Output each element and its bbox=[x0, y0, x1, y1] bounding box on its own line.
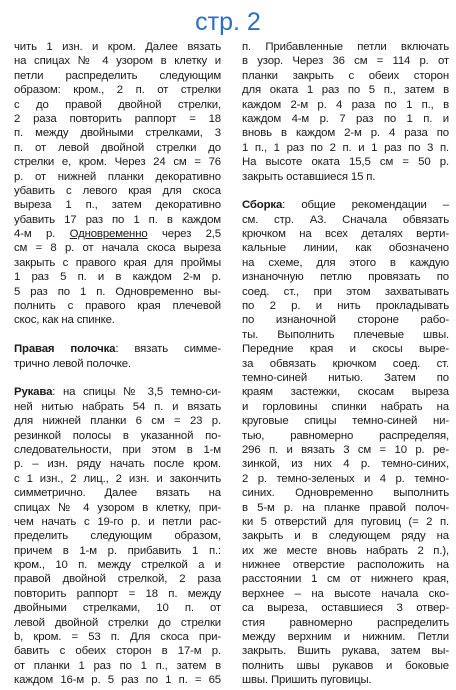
text-line: расстоянии 1 см от нижнего края, bbox=[242, 573, 449, 586]
text-line: каждом 4-м р. 7 раз по 1 п. и bbox=[242, 112, 449, 125]
text-line: швы. Пришить пуговицы. bbox=[242, 674, 372, 687]
text-line: кром., 10 п. между стрелкой a и bbox=[14, 559, 221, 572]
page-title: стр. 2 bbox=[195, 8, 261, 36]
text-fragment: : вязать симме- bbox=[115, 343, 221, 356]
text-line: ки 5 отверстий для пуговиц (= 2 п. bbox=[242, 515, 449, 528]
text-line: 2 раза повторить раппорт = 18 bbox=[14, 112, 221, 125]
text-line: 296 п. и вязать 3 см = 10 р. ре- bbox=[242, 443, 449, 456]
text-line: тью, равномерно распределяя, bbox=[242, 429, 449, 442]
text-line: по 2 р. и нить прокладывать bbox=[242, 300, 449, 313]
text-line: чем начать с 19-го р. и петли рас- bbox=[14, 515, 221, 528]
text-line: полнить швы рукавов и боковые bbox=[242, 659, 449, 672]
text-line: в 5-м р. на планке правой полоч- bbox=[242, 501, 449, 514]
text-fragment: 4-м р. bbox=[14, 228, 70, 241]
text-line: п. Прибавленные петли включать bbox=[242, 41, 449, 53]
text-line: для нижней планки 6 см = 23 р. bbox=[14, 415, 221, 428]
text-fragment: через 2,5 bbox=[147, 228, 221, 241]
sleeves-continued-paragraph bbox=[242, 40, 449, 184]
text-line: причем в 1-м р. прибавить 1 п.: bbox=[14, 544, 221, 557]
paragraph-gap bbox=[242, 184, 449, 198]
text-line: по изнаночной стороне рабо- bbox=[242, 314, 449, 327]
text-line: симметрично. Далее вязать на bbox=[14, 487, 221, 500]
text-line: планки закрыть с обеих сторон bbox=[242, 69, 449, 82]
text-line bbox=[242, 198, 449, 212]
text-line: 2 р. темно-зеленых и 4 р. темно- bbox=[242, 472, 449, 485]
text-line: от планки 1 раз по 1 п., затем в bbox=[14, 659, 221, 672]
text-line: двойными стрелками, 10 п. от bbox=[14, 602, 221, 615]
text-line: соед. ст., при этом захватывать bbox=[242, 285, 449, 298]
text-line: см. стр. А3. Сначала обвязать bbox=[242, 213, 449, 226]
paragraph-gap bbox=[14, 328, 221, 342]
text-line: нижнее отверстие расположить на bbox=[242, 559, 449, 572]
text-line: закрыть и в следующем ряду на bbox=[242, 530, 449, 543]
left-intro-paragraph bbox=[14, 40, 221, 227]
paragraph-gap bbox=[14, 371, 221, 385]
section-heading-right-front: Правая полочка bbox=[14, 343, 116, 356]
text-line bbox=[14, 342, 221, 356]
text-line: спицах № 4 узором в клетку, при- bbox=[14, 501, 221, 514]
section-heading-sleeves: Рукава bbox=[14, 386, 53, 399]
text-line: петли распределить следующим bbox=[14, 69, 221, 82]
text-line: левой двойной стрелки до стрелки bbox=[14, 616, 221, 629]
left-intro-tail bbox=[14, 241, 221, 327]
text-line: ней нитью набрать 54 п. и вязать bbox=[14, 400, 221, 413]
section-heading-assembly: Сборка bbox=[242, 199, 283, 212]
text-line: чить 1 изн. и кром. Далее вязать bbox=[14, 41, 221, 53]
text-line: образом: кром., 2 п. от стрелки bbox=[14, 84, 221, 97]
text-line: их же месте вновь набрать 2 п.), bbox=[242, 544, 449, 557]
text-line: правой двойной стрелкой, 2 раза bbox=[14, 573, 221, 586]
text-line: b, кром. = 53 п. Для скоса при- bbox=[14, 631, 221, 644]
text-line: ты. Выполнить плечевые швы. bbox=[242, 328, 449, 341]
left-column bbox=[14, 40, 221, 688]
text-line: стрелки e, кром. Через 24 см = 76 bbox=[14, 156, 221, 169]
text-line: Передние края и скосы выре- bbox=[242, 343, 449, 356]
text-line: крючком на всех деталях верти- bbox=[242, 228, 449, 241]
text-line: с до правой двойной стрелки, bbox=[14, 98, 221, 111]
text-line: на схеме, для этого в каждую bbox=[242, 256, 449, 269]
text-line: для оката 1 раз по 5 п., затем в bbox=[242, 84, 449, 97]
text-line: круговые спицы темно-синей ни- bbox=[242, 415, 449, 428]
text-line: синих. Одновременно выполнить bbox=[242, 487, 449, 500]
text-line: п. между двойными стрелками, 3 bbox=[14, 127, 221, 140]
text-line: трично левой полочке. bbox=[14, 357, 131, 370]
text-line: полнить с правого края плечевой bbox=[14, 300, 221, 313]
text-line: На высоте оката 15,5 см = 50 р. bbox=[242, 156, 449, 169]
text-line: закрыть оставшиеся 15 п. bbox=[242, 170, 376, 183]
text-line: стия равномерно распределить bbox=[242, 616, 449, 629]
assembly-paragraph bbox=[242, 213, 449, 688]
text-line: следовательности, при этом в 1-м bbox=[14, 443, 221, 456]
text-line: каждом 2-м р. 4 раза по 1 п., в bbox=[242, 98, 449, 111]
text-line: см = 8 р. от начала скоса выреза bbox=[14, 242, 221, 255]
text-line: са выреза, оставшиеся 3 отвер- bbox=[242, 602, 449, 615]
text-line: 1 п., 1 раз по 2 п. и 1 раз по 3 п. bbox=[242, 141, 449, 154]
text-line: скос, как на спинке. bbox=[14, 314, 115, 327]
text-line: убавить 17 раз по 1 п. в каждом bbox=[14, 213, 221, 226]
text-line: 1 раз 5 п. и в каждом 2-м р. bbox=[14, 271, 221, 284]
text-line: п. от левой двойной стрелки до bbox=[14, 141, 221, 154]
text-line: повторить раппорт = 18 п. между bbox=[14, 587, 221, 600]
text-line: закрыть. Вшить рукава, затем вы- bbox=[242, 645, 449, 658]
text-fragment: : на спицы № 3,5 темно-си- bbox=[52, 386, 221, 399]
underlined-keyword: Одновременно bbox=[69, 228, 148, 241]
sleeves-paragraph bbox=[14, 400, 221, 688]
text-line: зинкой, из них 4 р. темно-синих, bbox=[242, 458, 449, 471]
text-line: убавить с левого края для скоса bbox=[14, 184, 221, 197]
text-line: между верхним и нижним. Петли bbox=[242, 631, 449, 644]
text-line: в узор. Через 36 см = 114 р. от bbox=[242, 55, 449, 68]
text-line: за обвязать крючком соед. ст. bbox=[242, 357, 449, 370]
text-line: на спицах № 4 узором в клетку и bbox=[14, 55, 221, 68]
text-line bbox=[14, 227, 221, 241]
text-line: 5 раз по 1 п. Одновременно вы- bbox=[14, 285, 221, 298]
text-fragment: : общие рекомендации – bbox=[282, 199, 449, 212]
text-line: пределить следующим образом, bbox=[14, 530, 221, 543]
text-line: изнаночную петлю провязать по bbox=[242, 271, 449, 284]
text-line bbox=[14, 385, 221, 399]
text-line: кальные линии, как обозначено bbox=[242, 242, 449, 255]
text-line: бавить с обеих сторон в 17-м р. bbox=[14, 645, 221, 658]
text-line: закрыть с правого края для проймы bbox=[14, 256, 221, 269]
text-line: резинкой полосы в указанной по- bbox=[14, 429, 221, 442]
text-line: р. – изн. ряду начать после кром. bbox=[14, 458, 221, 471]
text-line: с 1 изн., 2 лиц., 2 изн. и закончить bbox=[14, 472, 221, 485]
text-line: каждом 16-м р. 5 раз по 1 п. = 65 bbox=[14, 674, 221, 687]
text-line: краям застежки, скосам выреза bbox=[242, 386, 449, 399]
text-line: вновь в каждом 2-м р. 4 раза по bbox=[242, 127, 449, 140]
right-column bbox=[242, 40, 449, 688]
text-line: верхнее – на высоте начала ско- bbox=[242, 587, 449, 600]
text-line: темно-синей нитью. Затем по bbox=[242, 371, 449, 384]
text-line: р. от нижней планки декоративно bbox=[14, 170, 221, 183]
text-line: и горловины спинки набрать на bbox=[242, 400, 449, 413]
text-line: выреза 1 п., затем декоративно bbox=[14, 199, 221, 212]
